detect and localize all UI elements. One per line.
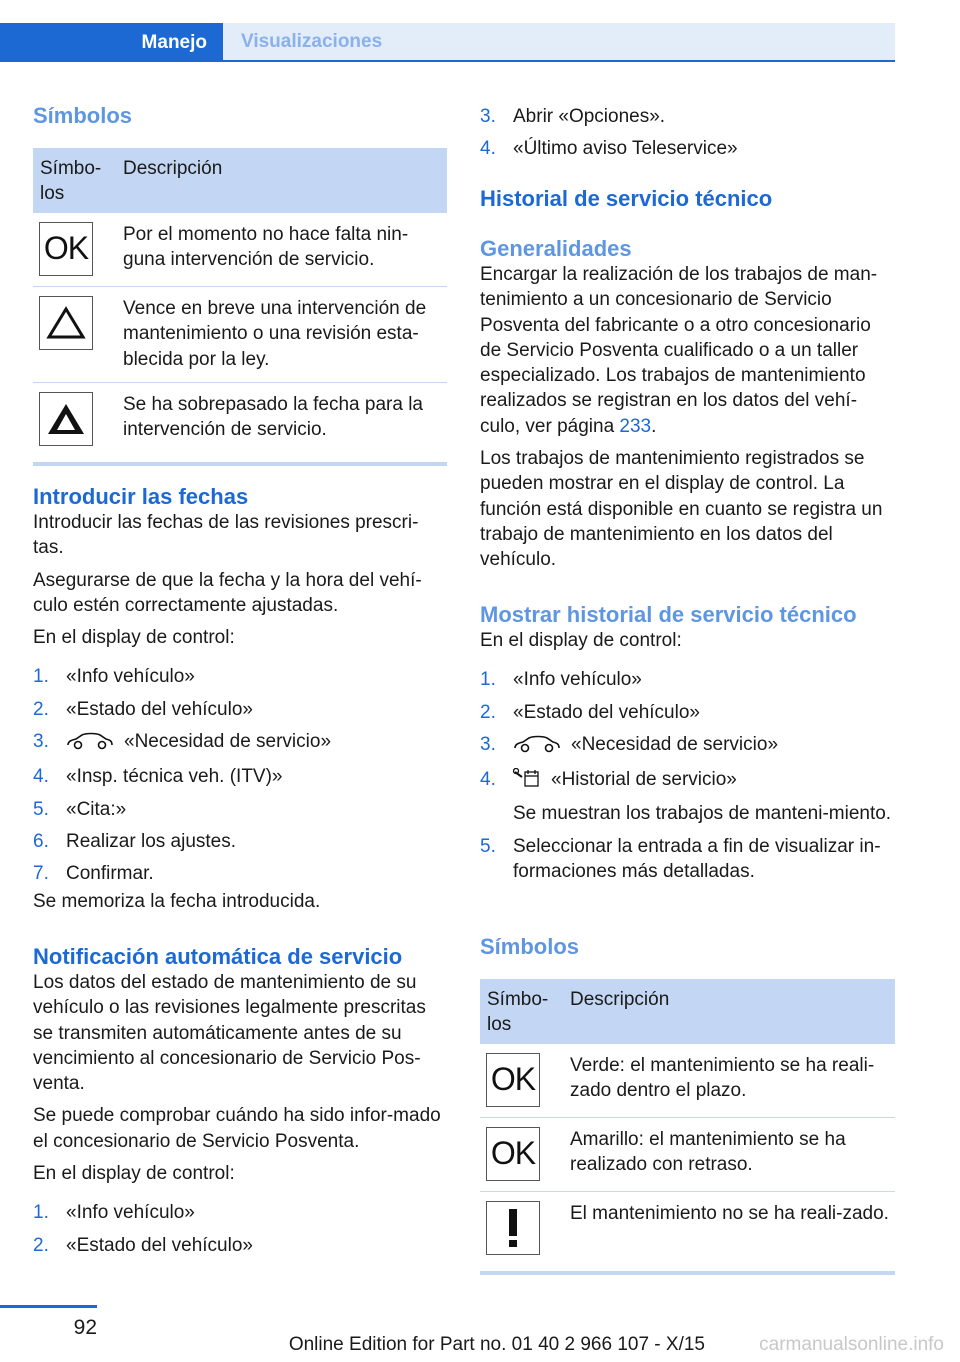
table-row [33, 287, 447, 383]
notification-heading: Notificación automática de servicio [33, 944, 403, 969]
notification-section [33, 944, 447, 1265]
exclamation-icon [486, 1201, 540, 1255]
list-item: 2. «Estado del vehículo» [33, 698, 253, 720]
warning-triangle-filled-icon [39, 392, 93, 446]
list-item: 1. «Info vehículo» [33, 1202, 195, 1224]
car-icon [66, 732, 114, 757]
list-item: 6. Realizar los ajustes. [33, 830, 237, 852]
show-history-steps [480, 667, 895, 884]
table-cell-description: Vence en breve una intervención de mantenimiento o una revisión esta-blecida por la ley. [123, 287, 447, 383]
general-heading: Generalidades [480, 236, 632, 261]
dates-paragraph-2: Asegurarse de que la fecha y la hora del vehí-culo estén correctamente ajustadas. [33, 569, 422, 616]
table-bottom-rule [33, 462, 447, 466]
ok-symbol-label: OK [490, 1061, 536, 1098]
teleservice-steps [480, 104, 895, 169]
table-cell-description: El mantenimiento no se ha reali-zado. [570, 1203, 889, 1224]
notification-steps [33, 1200, 447, 1258]
list-item: 3. «Necesidad de servicio» [33, 729, 447, 757]
list-item: 4. «Último aviso Teleservice» [480, 138, 738, 160]
dates-heading: Introducir las fechas [33, 484, 249, 509]
history-heading: Historial de servicio técnico [480, 186, 773, 211]
table-cell-description: Se ha sobrepasado la fecha para la intervención de servicio. [123, 393, 423, 441]
notification-paragraph-3: En el display de control: [33, 1163, 235, 1185]
list-item: 1. «Info vehículo» [33, 666, 195, 688]
tab-visualizaciones[interactable]: Visualizaciones [223, 23, 895, 60]
footer-rule [0, 1305, 97, 1308]
general-section [480, 236, 895, 573]
table-cell-description: Por el momento no hace falta nin-guna intervención de servicio. [123, 213, 447, 287]
ok-symbol-label: OK [490, 1135, 536, 1172]
dates-after: Se memoriza la fecha introducida. [33, 890, 321, 912]
notification-paragraph-2: Se puede comprobar cuándo ha sido infor-mado el concesionario de Servicio Posventa. [33, 1105, 441, 1152]
list-item: 4. «Historial de servicio» Se muestran los trabajos de manteni-miento. [480, 767, 895, 827]
table-row [480, 1192, 895, 1266]
general-paragraph-1: Encargar la realización de los trabajos de man-tenimiento a un concesionario de Servicio Posventa del fabricante o a otro concesionario de Servicio Posventa cualificado o a un taller especializado. Los trabajos de mantenimiento realizados se registran en los datos del vehí-culo, ver página 233. [480, 264, 878, 437]
table-cell-description: Amarillo: el mantenimiento se ha realizado con retraso. [570, 1118, 895, 1192]
page-number: 92 [73, 1316, 97, 1339]
dates-paragraph-3: En el display de control: [33, 627, 235, 649]
edition-note: Online Edition for Part no. 01 40 2 966 107 - X/15 [288, 1334, 705, 1355]
list-item: 3. «Necesidad de servicio» [480, 732, 895, 760]
general-paragraph-2: Los trabajos de mantenimiento registrados se pueden mostrar en el display de control. La función está disponible en cuanto se registra un trabajo de mantenimiento en los datos del vehículo. [480, 448, 883, 571]
car-icon [513, 735, 561, 760]
symbols-heading-2: Símbolos [480, 934, 580, 959]
dates-section [33, 484, 447, 914]
page-link[interactable]: 233 [619, 415, 652, 437]
show-history-paragraph: En el display de control: [480, 630, 682, 651]
table-header-row [480, 979, 895, 1044]
list-item: 2. «Estado del vehículo» [33, 1234, 253, 1256]
ok-icon [39, 222, 93, 276]
ok-icon [486, 1127, 540, 1181]
table-row [33, 382, 447, 456]
symbols-table-2 [480, 979, 895, 1275]
list-item: 2. «Estado del vehículo» [480, 701, 700, 723]
header-rule [0, 60, 895, 62]
table-col-symbols: Símbo-los [33, 148, 123, 213]
watermark: carmanualsonline.info [759, 1334, 944, 1355]
table-col-symbols: Símbo-los [480, 979, 570, 1044]
dates-steps [33, 664, 447, 886]
warning-triangle-icon [39, 296, 93, 350]
list-item: 3. Abrir «Opciones». [480, 106, 666, 127]
dates-paragraph-1: Introducir las fechas de las revisiones prescri-tas. [33, 512, 419, 559]
table-row [480, 1044, 895, 1118]
list-item: 5. Seleccionar la entrada a fin de visualizar in-formaciones más detalladas. [480, 835, 881, 883]
table-col-description: Descripción [123, 148, 447, 213]
chapter-header [0, 23, 895, 62]
show-history-heading: Mostrar historial de servicio técnico [480, 602, 857, 627]
table-row [33, 213, 447, 287]
tab-manejo[interactable]: Manejo [0, 23, 223, 62]
list-item: 5. «Cita:» [33, 798, 127, 820]
table-row [480, 1118, 895, 1192]
list-item: 7. Confirmar. [33, 863, 154, 885]
ok-icon [486, 1053, 540, 1107]
table-bottom-rule [480, 1271, 895, 1275]
symbols-heading: Símbolos [33, 103, 133, 128]
list-item: 4. «Insp. técnica veh. (ITV)» [33, 766, 283, 788]
ok-symbol-label: OK [43, 230, 89, 267]
show-history-section [480, 602, 895, 891]
table-header-row [33, 148, 447, 213]
table-cell-description: Verde: el mantenimiento se ha reali-zado dentro el plazo. [570, 1044, 895, 1118]
symbols-table-1 [33, 148, 447, 466]
list-item: 1. «Info vehículo» [480, 669, 642, 691]
list-item-note: Se muestran los trabajos de manteni-miento. [513, 803, 892, 825]
table-col-description: Descripción [570, 979, 895, 1044]
notification-paragraph-1: Los datos del estado de mantenimiento de su vehículo o las revisiones legalmente prescritas se transmiten automáticamente antes de su vencimiento al concesionario de Servicio Pos-venta. [33, 972, 426, 1095]
wrench-calendar-icon [513, 768, 541, 795]
